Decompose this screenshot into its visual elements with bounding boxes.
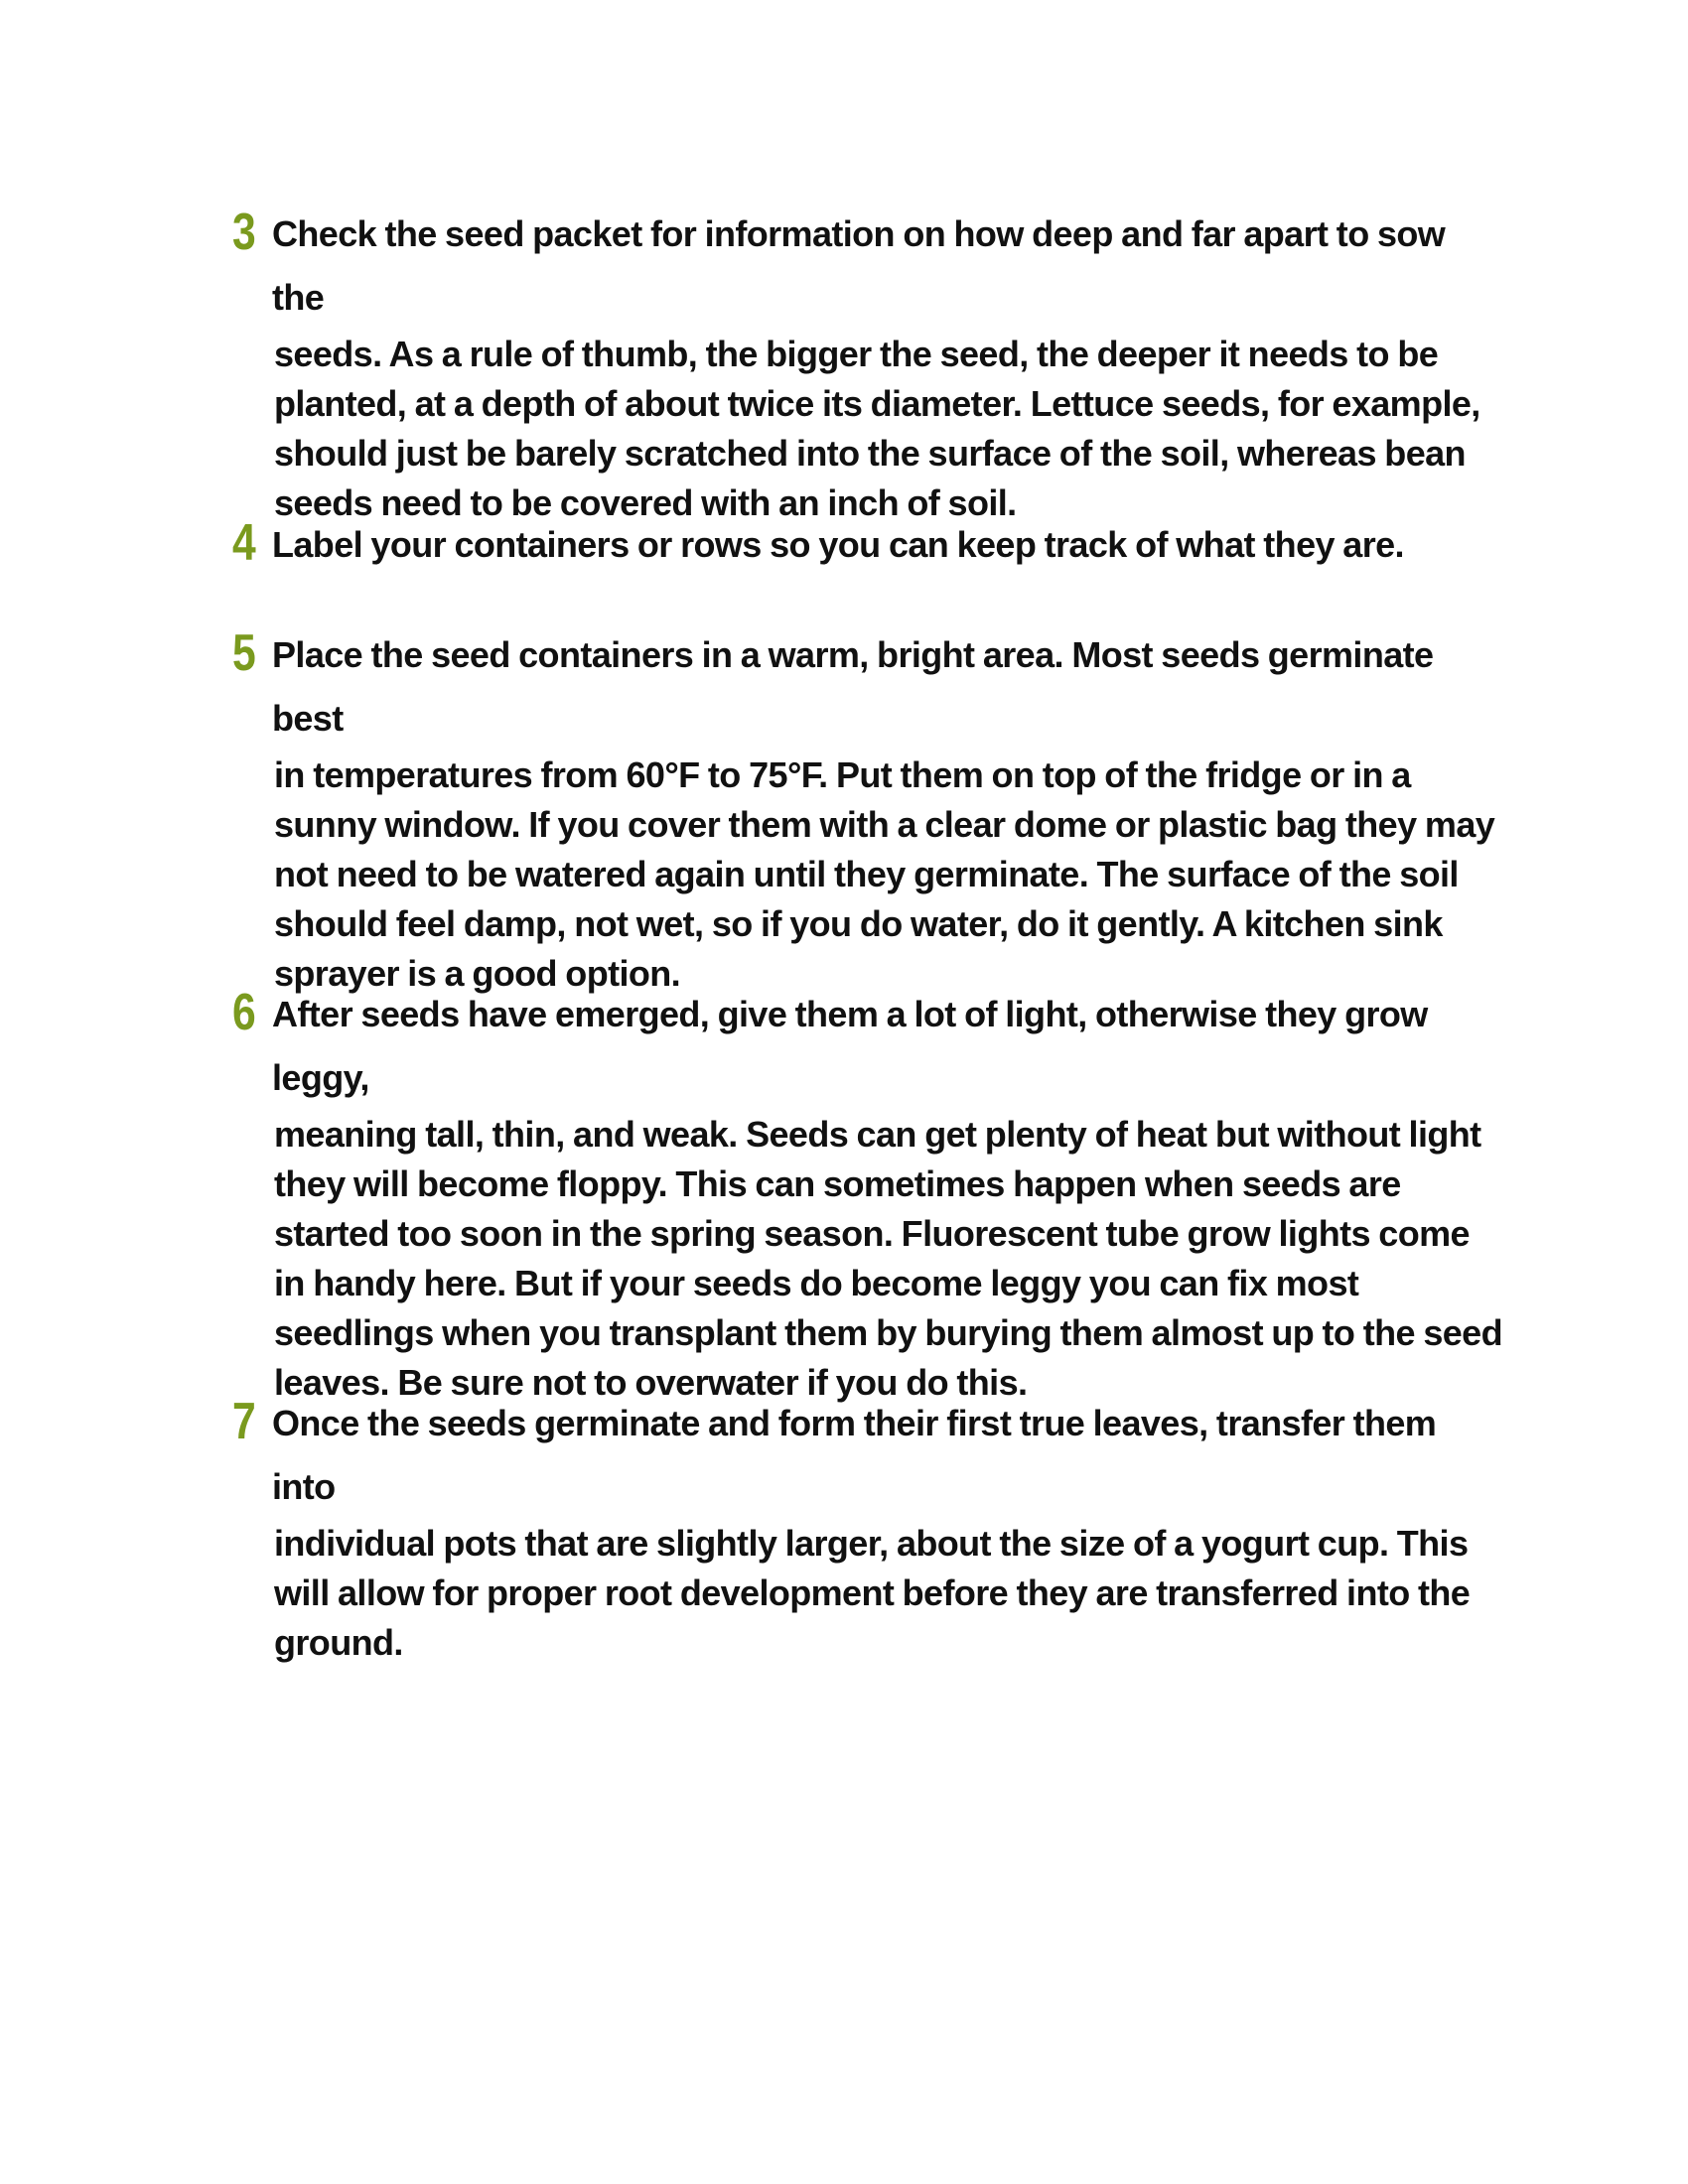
step-body: seeds. As a rule of thumb, the bigger the seed, the deeper it needs to be planted, at a depth of about twice its diameter. Lettuce seeds, for example, should just be barely scratched into the surface of the soil, whereas bean seeds need to be covered with an inch of soil. <box>274 334 1480 523</box>
step-number: 6 <box>232 984 256 1041</box>
step-text <box>274 1392 1505 1668</box>
step-number: 3 <box>232 204 256 261</box>
step-text <box>274 623 1505 999</box>
step-number: 7 <box>232 1393 256 1450</box>
step-text <box>274 203 1505 528</box>
step-body: in temperatures from 60°F to 75°F. Put them on top of the fridge or in a sunny window. If you cover them with a clear dome or plastic bag they may not need to be watered again until they germinate. The surface of the soil should feel damp, not wet, so if you do water, do it gently. A kitchen sink sprayer is a good option. <box>274 754 1495 994</box>
step-body: meaning tall, thin, and weak. Seeds can get plenty of heat but without light they will become floppy. This can sometimes happen when seeds are started too soon in the spring season. Fluorescent tube grow lights come in handy here. But if your seeds do become leggy you can fix most seedlings when you transplant them by burying them almost up to the seed leaves. Be sure not to overwater if you do this. <box>274 1114 1502 1403</box>
step-number: 4 <box>232 514 256 572</box>
step-number: 5 <box>232 624 256 682</box>
step-first-line: After seeds have emerged, give them a lot of light, otherwise they grow leggy, <box>272 994 1428 1098</box>
step-first-line: Check the seed packet for information on how deep and far apart to sow the <box>272 213 1446 318</box>
step-text <box>274 513 1505 577</box>
step-first-line: Once the seeds germinate and form their first true leaves, transfer them into <box>272 1403 1437 1507</box>
step-first-line: Place the seed containers in a warm, bright area. Most seeds germinate best <box>272 634 1434 739</box>
step-text <box>274 983 1505 1408</box>
step-first-line: Label your containers or rows so you can keep track of what they are. <box>272 524 1404 565</box>
step-body: individual pots that are slightly larger, about the size of a yogurt cup. This will allow for proper root development before they are transferred into the ground. <box>274 1523 1471 1663</box>
